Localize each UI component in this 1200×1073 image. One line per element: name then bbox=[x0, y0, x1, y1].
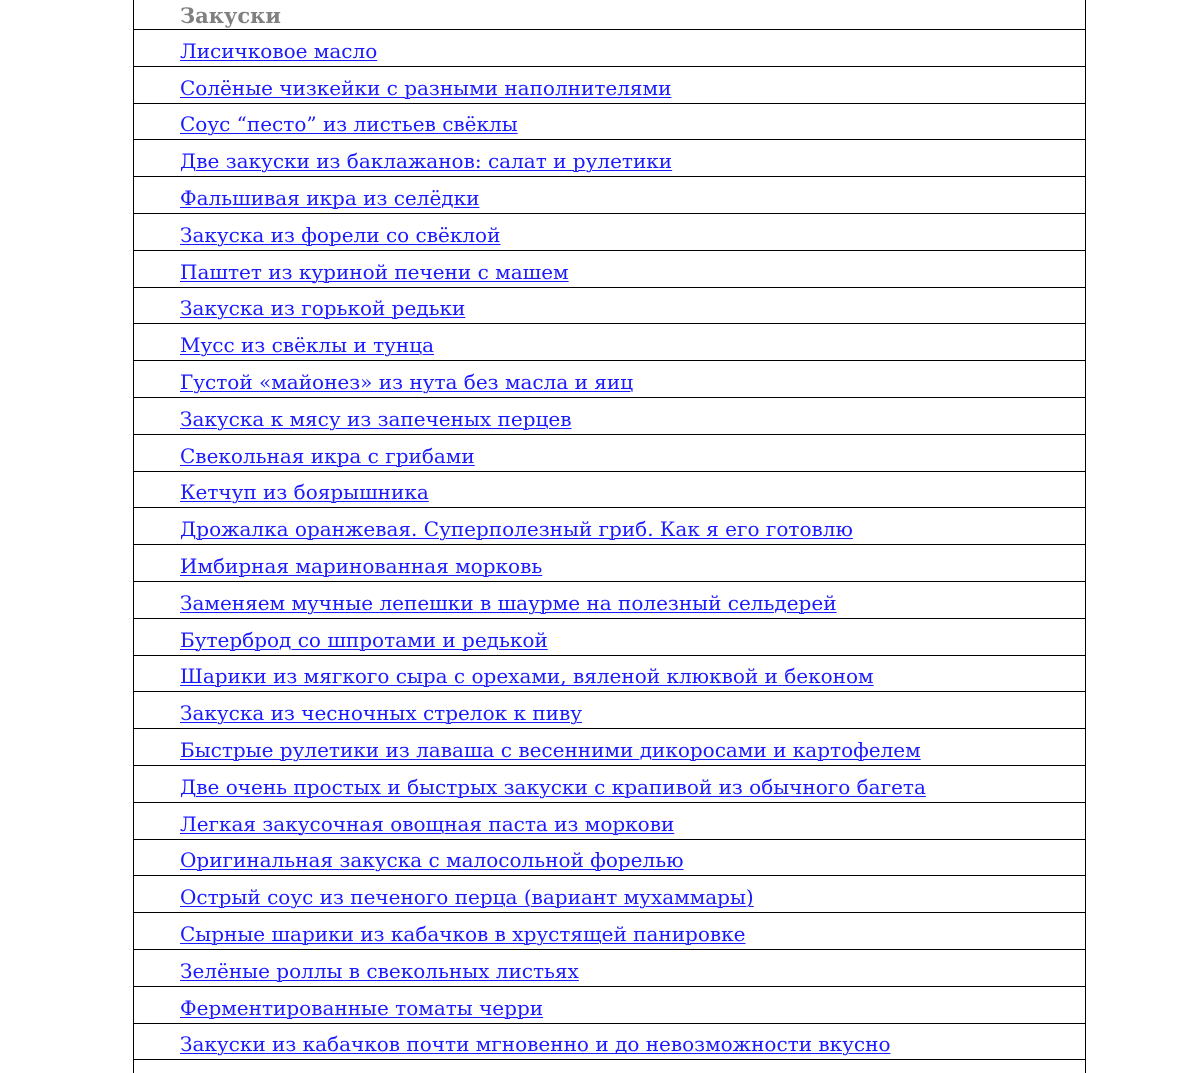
recipe-link[interactable]: Солёные чизкейки с разными наполнителями bbox=[180, 75, 672, 100]
table-row bbox=[134, 803, 1085, 840]
table-cell bbox=[180, 369, 634, 394]
table-cell bbox=[180, 38, 378, 63]
table-cell bbox=[180, 75, 672, 100]
recipe-link[interactable]: Две закуски из баклажанов: салат и рулетики bbox=[180, 149, 673, 174]
table-cell bbox=[180, 1032, 891, 1057]
recipe-link[interactable]: Закуска из форели со свёклой bbox=[180, 222, 501, 247]
table-cell bbox=[180, 590, 837, 615]
table-row bbox=[134, 950, 1085, 987]
table-cell bbox=[180, 333, 435, 358]
table-cell bbox=[180, 995, 544, 1020]
table-cell bbox=[180, 296, 466, 321]
recipe-link[interactable]: Дрожалка оранжевая. Суперполезный гриб. Как я его готовлю bbox=[180, 517, 853, 542]
recipe-link[interactable]: Паштет из куриной печени с машем bbox=[180, 259, 569, 284]
table-row bbox=[134, 876, 1085, 913]
table-cell bbox=[180, 480, 429, 505]
recipe-link[interactable]: Легкая закусочная овощная паста из моркови bbox=[180, 811, 675, 836]
table-row bbox=[134, 140, 1085, 177]
recipe-link[interactable]: Оригинальная закуска с малосольной форелью bbox=[180, 848, 684, 873]
table-cell bbox=[180, 627, 548, 652]
table-row bbox=[134, 288, 1085, 325]
recipe-link[interactable]: Кетчуп из боярышника bbox=[180, 480, 429, 505]
table-cell bbox=[180, 406, 572, 431]
table-row bbox=[134, 987, 1085, 1024]
recipe-link[interactable]: Густой «майонез» из нута без масла и яиц bbox=[180, 369, 634, 394]
table-cell bbox=[180, 774, 926, 799]
table-row bbox=[134, 67, 1085, 104]
table-row bbox=[134, 435, 1085, 472]
table-row bbox=[134, 1024, 1085, 1061]
recipe-link[interactable]: Свекольная икра с грибами bbox=[180, 443, 475, 468]
table-row bbox=[134, 692, 1085, 729]
recipe-link[interactable]: Закуска из горькой редьки bbox=[180, 296, 466, 321]
table-row bbox=[134, 582, 1085, 619]
table-cell bbox=[180, 885, 754, 910]
recipe-link[interactable]: Имбирная маринованная морковь bbox=[180, 553, 543, 578]
table-cell bbox=[180, 443, 475, 468]
recipe-link[interactable]: Сырные шарики из кабачков в хрустящей панировке bbox=[180, 921, 746, 946]
table-cell bbox=[180, 737, 921, 762]
recipe-link[interactable]: Закуска из чесночных стрелок к пиву bbox=[180, 701, 583, 726]
table-row bbox=[134, 177, 1085, 214]
table-row bbox=[134, 729, 1085, 766]
recipe-link[interactable]: Ферментированные томаты черри bbox=[180, 995, 544, 1020]
table-cell bbox=[180, 553, 543, 578]
table-cell bbox=[180, 112, 518, 137]
table-row bbox=[134, 251, 1085, 288]
table-row bbox=[134, 104, 1085, 141]
table-cell bbox=[180, 222, 501, 247]
table-row bbox=[134, 656, 1085, 693]
recipe-link[interactable]: Острый соус из печеного перца (вариант мухаммары) bbox=[180, 885, 754, 910]
table-row bbox=[134, 913, 1085, 950]
table-cell bbox=[180, 664, 874, 689]
recipe-link[interactable]: Лисичковое масло bbox=[180, 38, 378, 63]
table-row bbox=[134, 766, 1085, 803]
table-cell bbox=[180, 811, 675, 836]
table-row bbox=[134, 361, 1085, 398]
recipe-link[interactable]: Две очень простых и быстрых закуски с крапивой из обычного багета bbox=[180, 774, 926, 799]
table-row bbox=[134, 508, 1085, 545]
recipe-link[interactable]: Мусс из свёклы и тунца bbox=[180, 333, 435, 358]
section-title: Закуски bbox=[180, 3, 281, 28]
recipe-link-list bbox=[134, 30, 1085, 1060]
table-row bbox=[134, 545, 1085, 582]
recipe-link[interactable]: Бутерброд со шпротами и редькой bbox=[180, 627, 548, 652]
table-cell bbox=[180, 921, 746, 946]
table-row bbox=[134, 30, 1085, 67]
table-cell bbox=[180, 259, 569, 284]
recipe-link[interactable]: Зелёные роллы в свекольных листьях bbox=[180, 958, 579, 983]
table-row bbox=[134, 398, 1085, 435]
recipe-link[interactable]: Быстрые рулетики из лаваша с весенними дикоросами и картофелем bbox=[180, 737, 921, 762]
recipe-link[interactable]: Фальшивая икра из селёдки bbox=[180, 185, 480, 210]
table-row bbox=[134, 840, 1085, 877]
section-heading-row bbox=[134, 0, 1085, 30]
recipe-link[interactable]: Соус “песто” из листьев свёклы bbox=[180, 112, 518, 137]
table-cell bbox=[180, 958, 579, 983]
recipe-link[interactable]: Закуски из кабачков почти мгновенно и до невозможности вкусно bbox=[180, 1032, 891, 1057]
table-row bbox=[134, 619, 1085, 656]
table-cell bbox=[180, 701, 583, 726]
recipe-link[interactable]: Закуска к мясу из запеченых перцев bbox=[180, 406, 572, 431]
table-row bbox=[134, 324, 1085, 361]
table-row bbox=[134, 472, 1085, 509]
table-cell bbox=[180, 185, 480, 210]
table-cell bbox=[180, 149, 673, 174]
recipe-link[interactable]: Шарики из мягкого сыра с орехами, вяленой клюквой и беконом bbox=[180, 664, 874, 689]
table-row bbox=[134, 214, 1085, 251]
recipe-table bbox=[133, 0, 1086, 1073]
table-cell bbox=[180, 848, 684, 873]
recipe-link[interactable]: Заменяем мучные лепешки в шаурме на полезный сельдерей bbox=[180, 590, 837, 615]
table-cell bbox=[180, 517, 853, 542]
